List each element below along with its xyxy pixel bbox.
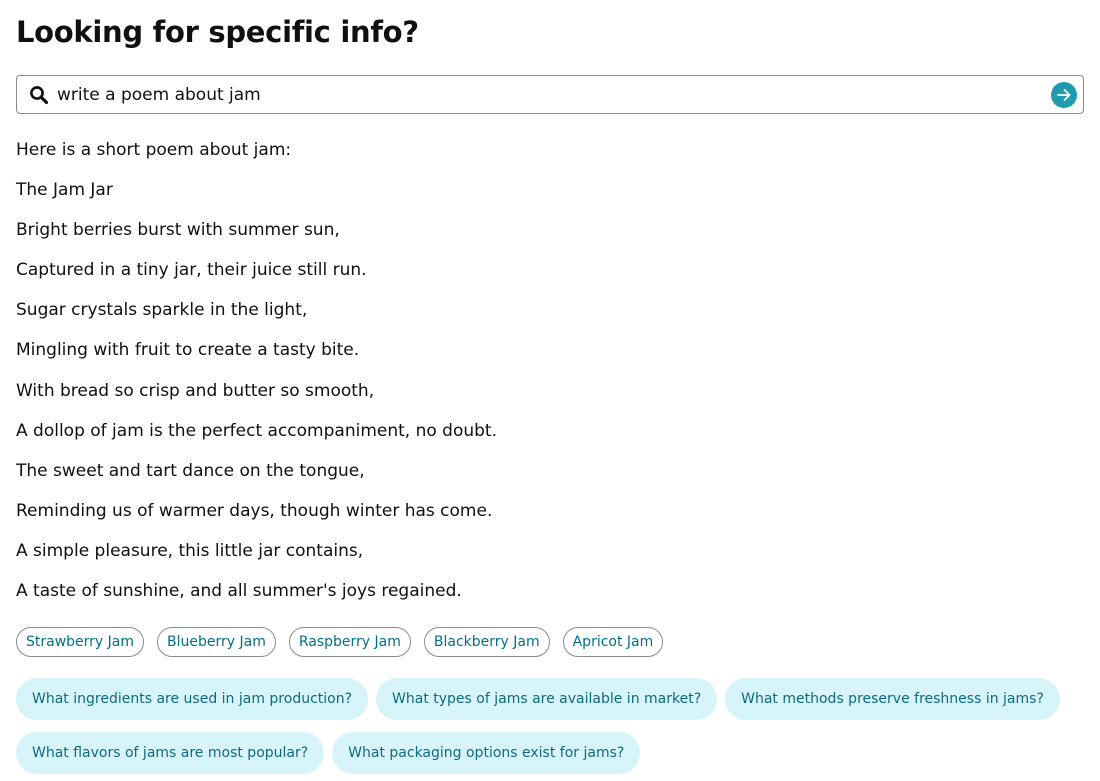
- search-icon: [29, 85, 49, 105]
- poem-line: A taste of sunshine, and all summer's joys regained.: [16, 581, 462, 602]
- question-ingredients[interactable]: What ingredients are used in jam production?: [16, 678, 368, 720]
- search-input[interactable]: [57, 82, 1037, 108]
- arrow-right-icon: [1055, 86, 1073, 104]
- poem-line: Sugar crystals sparkle in the light,: [16, 300, 308, 321]
- poem-line: The sweet and tart dance on the tongue,: [16, 460, 365, 481]
- chip-apricot-jam[interactable]: Apricot Jam: [563, 627, 664, 657]
- answer-text: [16, 130, 1076, 611]
- poem-title: The Jam Jar: [16, 180, 113, 201]
- question-flavors[interactable]: What flavors of jams are most popular?: [16, 732, 324, 774]
- chip-blackberry-jam[interactable]: Blackberry Jam: [424, 627, 550, 657]
- poem-line: Bright berries burst with summer sun,: [16, 220, 340, 241]
- chip-raspberry-jam[interactable]: Raspberry Jam: [289, 627, 411, 657]
- poem-line: A simple pleasure, this little jar contains,: [16, 540, 364, 561]
- chip-strawberry-jam[interactable]: Strawberry Jam: [16, 627, 144, 657]
- suggested-questions: [16, 678, 1086, 774]
- search-bar: [16, 75, 1084, 114]
- question-packaging[interactable]: What packaging options exist for jams?: [332, 732, 640, 774]
- question-freshness[interactable]: What methods preserve freshness in jams?: [725, 678, 1060, 720]
- page-title: Looking for specific info?: [16, 15, 419, 49]
- chip-blueberry-jam[interactable]: Blueberry Jam: [157, 627, 276, 657]
- question-types[interactable]: What types of jams are available in market?: [376, 678, 717, 720]
- poem-line: Mingling with fruit to create a tasty bite.: [16, 340, 360, 361]
- answer-intro: Here is a short poem about jam:: [16, 140, 292, 160]
- poem-line: Captured in a tiny jar, their juice still run.: [16, 260, 367, 281]
- search-submit-button[interactable]: [1051, 82, 1077, 108]
- poem-line: With bread so crisp and butter so smooth,: [16, 380, 375, 401]
- poem-line: Reminding us of warmer days, though winter has come.: [16, 500, 493, 521]
- related-product-chips: [16, 627, 663, 657]
- poem-line: A dollop of jam is the perfect accompaniment, no doubt.: [16, 420, 497, 441]
